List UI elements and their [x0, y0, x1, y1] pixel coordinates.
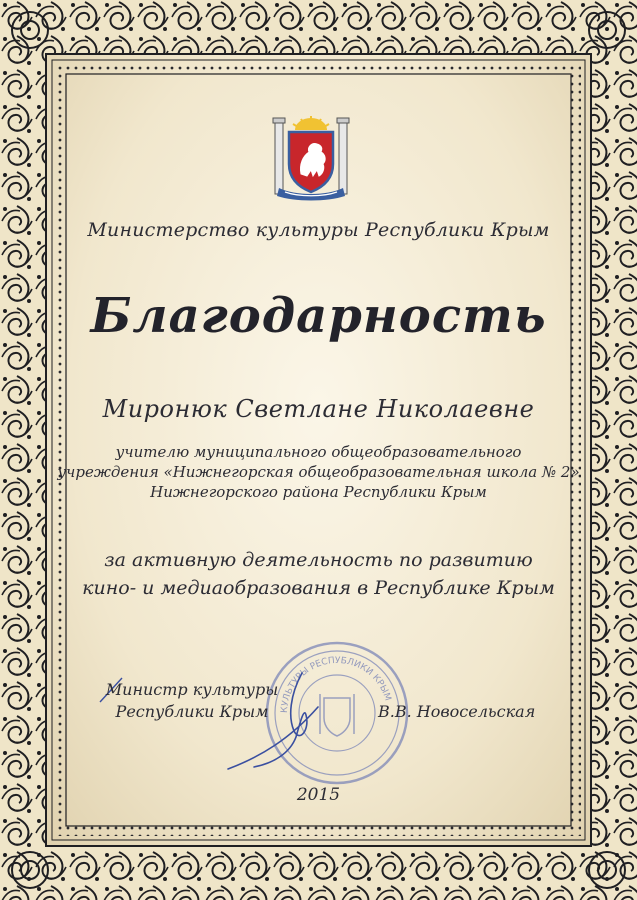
crimea-coat-of-arms-icon [271, 112, 351, 202]
ministry-name: Министерство культуры Республики Крым [87, 219, 550, 241]
signatory-role-line-1: Министр культуры [105, 680, 279, 699]
recipient-name: Миронюк Светлане Николаевне [102, 395, 535, 423]
svg-text:КУЛЬТУРЫ РЕСПУБЛИКИ КРЫМ: КУЛЬТУРЫ РЕСПУБЛИКИ КРЫМ [279, 655, 393, 714]
issue-year: 2015 [296, 785, 341, 805]
position-line-3: Нижнегорского района Республики Крым [150, 483, 487, 501]
position-line-1: учителю муниципального общеобразовательного [115, 443, 522, 461]
signatory-name: В.В. Новосельская [378, 702, 536, 721]
handwritten-signature-icon [220, 665, 340, 775]
signatory-role-line-2: Республики Крым [115, 702, 269, 721]
reason-line-2: кино- и медиаобразования в Республике Крым [82, 577, 555, 599]
certificate-title: Благодарность [90, 288, 547, 344]
reason-line-1: за активную деятельность по развитию [104, 549, 533, 571]
position-line-2: учреждения «Нижнегорская общеобразовательная школа № 2» [57, 463, 580, 481]
